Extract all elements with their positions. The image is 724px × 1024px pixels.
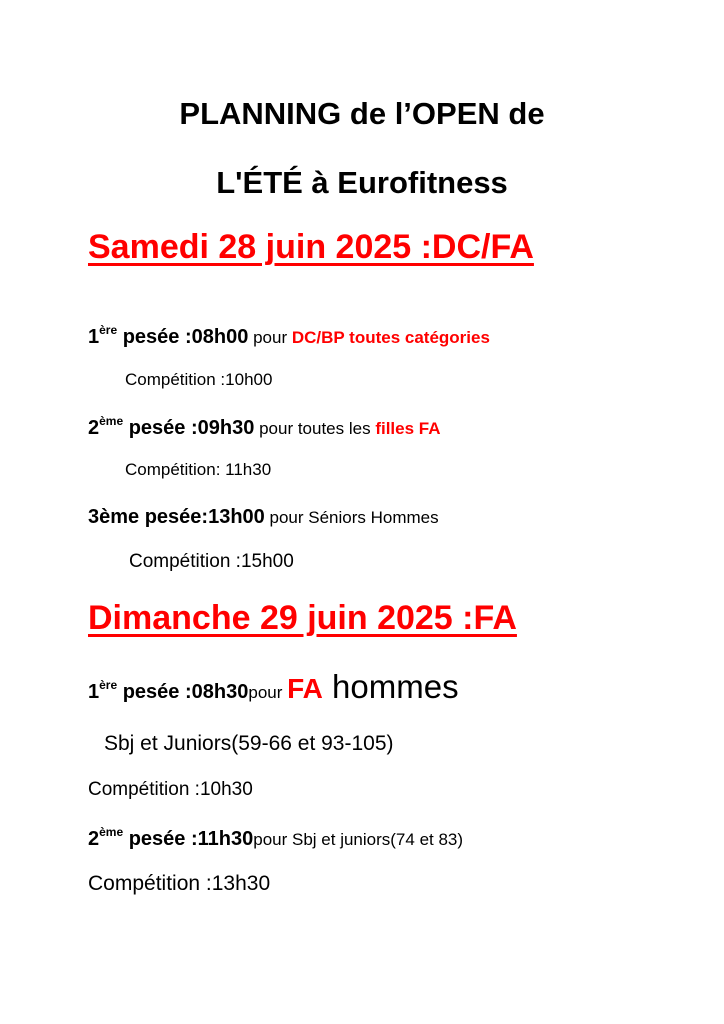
- weigh-in-pour: pour: [248, 328, 292, 347]
- saturday-competition-3: Compétition :15h00: [129, 551, 294, 572]
- weigh-in-target-hommes: hommes: [322, 668, 459, 705]
- saturday-weigh-in-2: [88, 415, 441, 438]
- weigh-in-label: pesée :11h30: [123, 828, 254, 850]
- weigh-in-pour: pour Séniors Hommes: [264, 508, 439, 527]
- weigh-in-label: pesée :09h30: [123, 417, 255, 439]
- weigh-in-number: 1: [88, 326, 100, 348]
- weigh-in-label: 3ème pesée:13h00: [88, 506, 265, 528]
- ordinal-suffix: ère: [99, 323, 118, 337]
- weigh-in-label: pesée :08h00: [117, 326, 249, 348]
- sunday-competition-1: Compétition :10h30: [88, 779, 253, 800]
- ordinal-suffix: ème: [99, 825, 124, 839]
- weigh-in-target-fa: FA: [287, 673, 323, 704]
- weigh-in-pour: pour Sbj et juniors(74 et 83): [253, 830, 464, 849]
- weigh-in-number: 2: [88, 417, 100, 439]
- sunday-weigh-in-1: [88, 670, 459, 703]
- ordinal-suffix: ère: [99, 678, 118, 692]
- saturday-weigh-in-3: [88, 507, 439, 527]
- saturday-competition-1: Compétition :10h00: [125, 370, 273, 389]
- sunday-competition-2: Compétition :13h30: [88, 872, 271, 895]
- page-title-line-2: L'ÉTÉ à Eurofitness: [216, 165, 508, 200]
- weigh-in-pour: pour toutes les: [254, 419, 376, 438]
- sunday-weigh-in-2: [88, 826, 463, 849]
- weigh-in-target: filles FA: [375, 419, 441, 438]
- saturday-heading: Samedi 28 juin 2025 :DC/FA: [88, 228, 534, 266]
- weigh-in-number: 1: [88, 681, 100, 703]
- weigh-in-pour: pour: [248, 683, 288, 702]
- saturday-competition-2: Compétition: 11h30: [125, 460, 272, 479]
- ordinal-suffix: ème: [99, 414, 124, 428]
- sunday-heading: Dimanche 29 juin 2025 :FA: [88, 599, 517, 637]
- weigh-in-label: pesée :08h30: [117, 681, 249, 703]
- weigh-in-target: DC/BP toutes catégories: [291, 328, 490, 347]
- page-title-line-1: PLANNING de l’OPEN de: [179, 96, 545, 131]
- weigh-in-number: 2: [88, 828, 100, 850]
- sunday-detail-1: Sbj et Juniors(59-66 et 93-105): [104, 732, 394, 755]
- saturday-weigh-in-1: [88, 324, 490, 347]
